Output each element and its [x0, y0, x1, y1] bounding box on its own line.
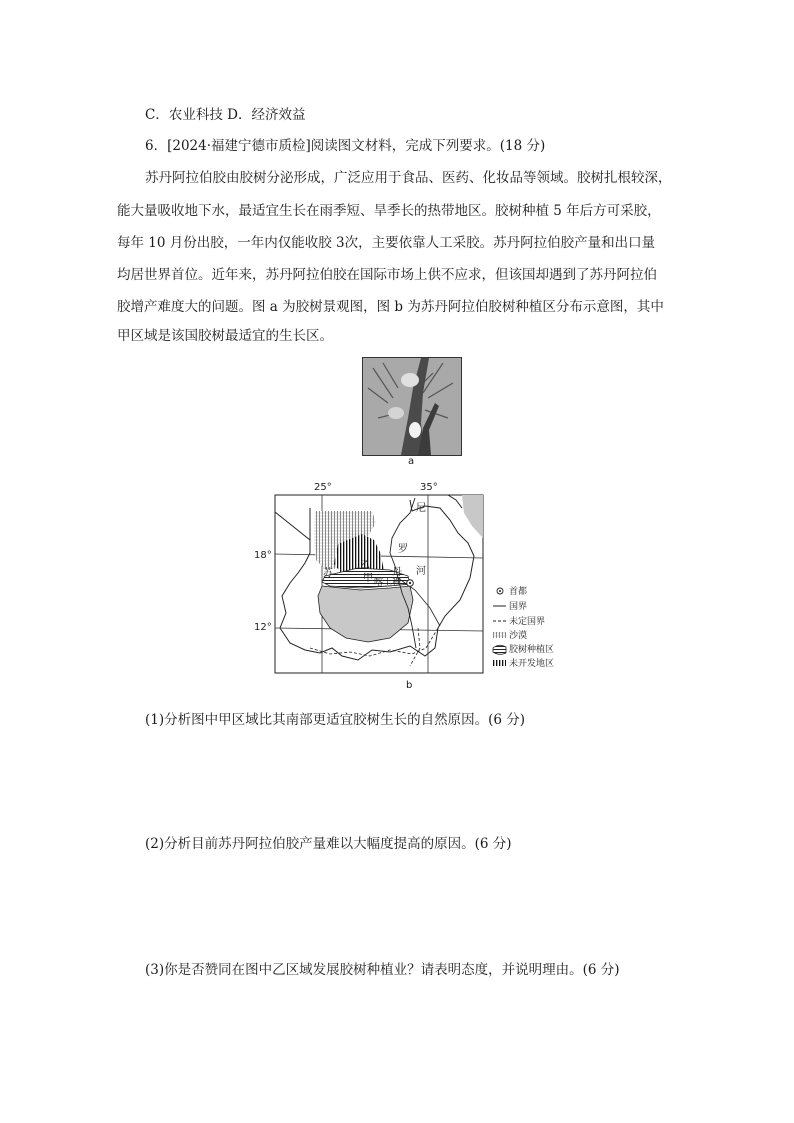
legend-undeveloped: 未开发地区 — [509, 659, 555, 669]
lon-label-25: 25° — [314, 482, 332, 493]
lat-label-18: 18° — [254, 550, 272, 561]
legend-plantation: 胶树种植区 — [509, 645, 555, 655]
label-yi: 乙 — [360, 560, 370, 571]
label-he: 河 — [416, 566, 426, 577]
paragraph-line-4: 均居世界首位。近年来，苏丹阿拉伯胶在国际市场上供不应求，但该国却遇到了苏丹阿拉伯 — [117, 267, 657, 283]
legend-undefined-border: 未定国界 — [509, 617, 546, 627]
label-jia: 甲 — [363, 573, 373, 584]
legend-capital: 首都 — [509, 587, 528, 597]
paragraph-line-3: 每年 10 月份出胶，一年内仅能收胶 3次，主要依靠人工采胶。苏丹阿拉伯胶产量和出口量 — [117, 235, 656, 251]
lat-label-12: 12° — [254, 622, 272, 633]
question-3: (3)你是否赞同在图中乙区域发展胶树种植业？请表明态度，并说明理由。(6 分) — [145, 962, 620, 978]
gum-tree-photo — [362, 357, 462, 456]
label-ni: 尼 — [416, 503, 426, 514]
legend-desert: 沙漠 — [509, 631, 528, 641]
sudan-map — [250, 478, 570, 678]
question-1: (1)分析图中甲区域比其南部更适宜胶树生长的自然原因。(6 分) — [145, 712, 526, 728]
label-dan: 丹 — [392, 567, 402, 578]
question-header: 6．[2024·福建宁德市质检]阅读图文材料，完成下列要求。(18 分) — [145, 138, 546, 154]
question-2: (2)分析目前苏丹阿拉伯胶产量难以大幅度提高的原因。(6 分) — [145, 836, 512, 852]
options-line: C．农业科技 D．经济效益 — [145, 107, 306, 123]
figure-a-caption: a — [408, 456, 415, 467]
label-su: 苏 — [323, 568, 333, 579]
figure-b-caption: b — [406, 680, 413, 691]
map-legend — [493, 585, 554, 669]
paragraph-line-6: 甲区域是该国胶树最适宜的生长区。 — [117, 328, 333, 344]
label-luo: 罗 — [398, 544, 408, 555]
paragraph-line-5: 胶增产难度大的问题。图 a 为胶树景观图，图 b 为苏丹阿拉伯胶树种植区分布示意图，其中 — [117, 299, 664, 315]
paragraph-line-1: 苏丹阿拉伯胶由胶树分泌形成，广泛应用于食品、医药、化妆品等领域。胶树扎根较深， — [145, 170, 672, 186]
label-capital: 喀土穆 — [374, 578, 402, 588]
legend-border: 国界 — [509, 602, 528, 612]
lon-label-35: 35° — [420, 482, 438, 493]
paragraph-line-2: 能大量吸收地下水，最适宜生长在雨季短、旱季长的热带地区。胶树种植 5 年后方可采胶， — [117, 203, 661, 219]
